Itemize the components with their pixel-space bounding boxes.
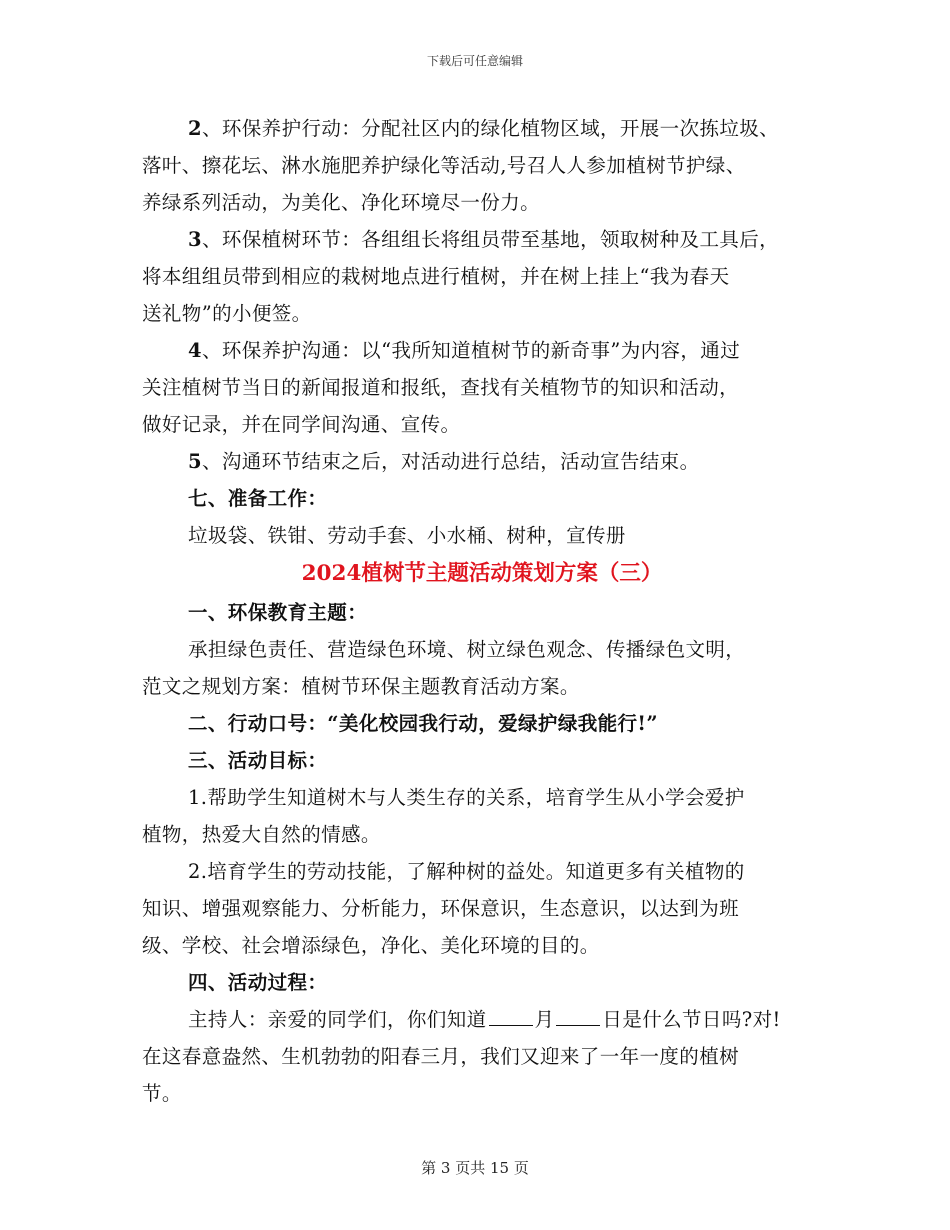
section-heading: 三、活动目标： (188, 749, 328, 772)
paragraph-text: 日是什么节日吗?对! (602, 1008, 781, 1031)
paragraph-line: 植物，热爱大自然的情感。 (142, 823, 381, 846)
fill-blank (556, 1005, 600, 1026)
document-title: 2024植树节主题活动策划方案（三） (301, 561, 663, 586)
item-number: 3 (188, 228, 202, 251)
fill-blank (489, 1005, 533, 1026)
paragraph-line: 关注植树节当日的新闻报道和报纸，查找有关植物节的知识和活动， (142, 376, 740, 399)
page-footer: 第 3 页共 15 页 (421, 1159, 529, 1177)
paragraph-line: 养绿系列活动，为美化、净化环境尽一份力。 (142, 191, 541, 214)
section-heading: 七、准备工作： (188, 487, 328, 510)
paragraph-line: 级、学校、社会增添绿色，净化、美化环境的目的。 (142, 934, 600, 957)
document-body (142, 110, 832, 1112)
paragraph-text: 、环保养护行动：分配社区内的绿化植物区域，开展一次拣垃圾、 (201, 117, 780, 140)
paragraph-line (142, 332, 832, 369)
paragraph-line: 节。 (142, 1082, 182, 1105)
paragraph-line: 范文之规划方案：植树节环保主题教育活动方案。 (142, 675, 580, 698)
paragraph-line: 2.培育学生的劳动技能，了解种树的益处。知道更多有关植物的 (188, 860, 745, 883)
paragraph-text: 、沟通环节结束之后，对活动进行总结，活动宣告结束。 (201, 450, 700, 473)
paragraph-line: 在这春意盎然、生机勃勃的阳春三月，我们又迎来了一年一度的植树 (142, 1045, 740, 1068)
paragraph-text: 月 (534, 1008, 555, 1031)
item-number: 5 (188, 450, 202, 473)
paragraph-line (142, 221, 832, 258)
paragraph-text: 、环保养护沟通：以“我所知道植树节的新奇事”为内容，通过 (201, 339, 741, 362)
paragraph-line: 做好记录，并在同学间沟通、宣传。 (142, 413, 461, 436)
section-heading: 二、行动口号：“美化校园我行动，爱绿护绿我能行!” (188, 712, 658, 735)
section-heading: 四、活动过程： (188, 971, 328, 994)
item-number: 4 (188, 339, 202, 362)
paragraph-line (142, 443, 832, 480)
paragraph-line: 1.帮助学生知道树木与人类生存的关系，培育学生从小学会爱护 (188, 786, 745, 809)
paragraph-line: 知识、增强观察能力、分析能力，环保意识，生态意识，以达到为班 (142, 897, 740, 920)
page-header: 下载后可任意编辑 (426, 54, 523, 68)
paragraph-line: 将本组组员带到相应的栽树地点进行植树，并在树上挂上“我为春天 (142, 265, 730, 288)
paragraph-line (142, 1001, 832, 1038)
paragraph-text: 主持人：亲爱的同学们，你们知道 (188, 1008, 487, 1031)
paragraph-text: 、环保植树环节：各组组长将组员带至基地，领取树种及工具后， (201, 228, 780, 251)
section-heading: 一、环保教育主题： (188, 601, 368, 624)
paragraph-line: 落叶、擦花坛、淋水施肥养护绿化等活动,号召人人参加植树节护绿、 (142, 154, 746, 177)
item-number: 2 (188, 117, 202, 140)
paragraph-line: 送礼物”的小便签。 (142, 302, 312, 325)
paragraph-line: 垃圾袋、铁钳、劳动手套、小水桶、树种，宣传册 (188, 524, 626, 547)
paragraph-line (142, 110, 832, 147)
paragraph-line: 承担绿色责任、营造绿色环境、树立绿色观念、传播绿色文明， (188, 638, 746, 661)
